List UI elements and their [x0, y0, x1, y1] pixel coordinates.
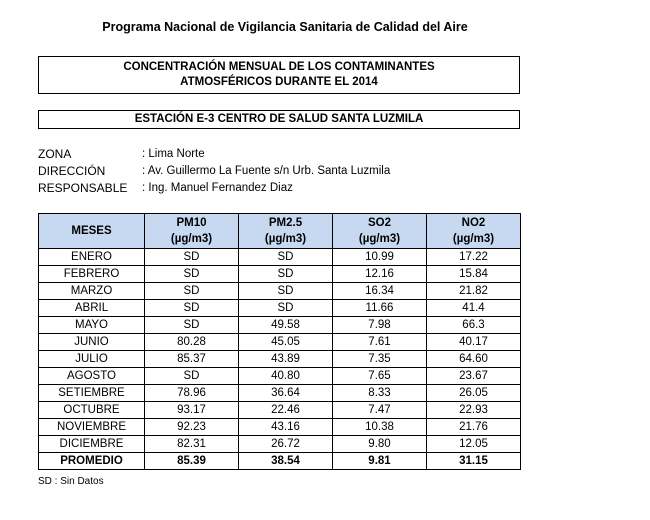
table-row — [39, 402, 521, 419]
pollutant-table — [38, 213, 521, 470]
value-cell: 9.80 — [333, 436, 427, 453]
value-cell: 16.34 — [333, 283, 427, 300]
value-cell: 21.76 — [427, 419, 521, 436]
info-row-responsable — [38, 180, 390, 197]
value-cell: 15.84 — [427, 266, 521, 283]
value-cell: 40.17 — [427, 334, 521, 351]
info-value: : Ing. Manuel Fernandez Diaz — [142, 182, 293, 194]
month-cell: SETIEMBRE — [39, 385, 145, 402]
value-cell: 82.31 — [145, 436, 239, 453]
value-cell: 49.58 — [239, 317, 333, 334]
info-value: : Lima Norte — [142, 148, 205, 160]
average-row — [39, 453, 521, 470]
value-cell: 43.89 — [239, 351, 333, 368]
value-cell: 7.98 — [333, 317, 427, 334]
month-cell: DICIEMBRE — [39, 436, 145, 453]
value-cell: 26.05 — [427, 385, 521, 402]
table-row — [39, 419, 521, 436]
month-cell: JULIO — [39, 351, 145, 368]
value-cell: 7.35 — [333, 351, 427, 368]
table-row — [39, 436, 521, 453]
header-so2: SO2 (µg/m3) — [333, 214, 427, 249]
header-meses: MESES — [39, 214, 145, 249]
value-cell: 12.16 — [333, 266, 427, 283]
value-cell: 7.61 — [333, 334, 427, 351]
value-cell: 12.05 — [427, 436, 521, 453]
value-cell: 9.81 — [333, 453, 427, 470]
report-title-box — [38, 56, 520, 94]
month-cell: ABRIL — [39, 300, 145, 317]
value-cell: SD — [145, 283, 239, 300]
info-label: DIRECCIÓN — [38, 164, 106, 178]
table-row — [39, 249, 521, 266]
value-cell: 41.4 — [427, 300, 521, 317]
value-cell: SD — [145, 317, 239, 334]
table-row — [39, 368, 521, 385]
table-row — [39, 317, 521, 334]
month-cell: NOVIEMBRE — [39, 419, 145, 436]
value-cell: SD — [145, 300, 239, 317]
value-cell: 11.66 — [333, 300, 427, 317]
info-label: RESPONSABLE — [38, 181, 128, 195]
table-row — [39, 266, 521, 283]
footnote: SD : Sin Datos — [38, 476, 104, 487]
value-cell: 78.96 — [145, 385, 239, 402]
info-row-zona — [38, 146, 390, 163]
value-cell: SD — [145, 266, 239, 283]
report-title-line1: CONCENTRACIÓN MENSUAL DE LOS CONTAMINANTES — [123, 61, 435, 73]
table-row — [39, 385, 521, 402]
station-info — [38, 146, 390, 197]
month-cell: ENERO — [39, 249, 145, 266]
month-cell: MARZO — [39, 283, 145, 300]
value-cell: 92.23 — [145, 419, 239, 436]
month-cell: PROMEDIO — [39, 453, 145, 470]
info-value: : Av. Guillermo La Fuente s/n Urb. Santa Luzmila — [142, 165, 391, 177]
info-row-direccion — [38, 163, 390, 180]
value-cell: 66.3 — [427, 317, 521, 334]
header-pm25: PM2.5 (µg/m3) — [239, 214, 333, 249]
value-cell: 23.67 — [427, 368, 521, 385]
value-cell: SD — [239, 283, 333, 300]
value-cell: 64.60 — [427, 351, 521, 368]
value-cell: 40.80 — [239, 368, 333, 385]
table-row — [39, 334, 521, 351]
table-row — [39, 351, 521, 368]
value-cell: SD — [239, 266, 333, 283]
value-cell: 31.15 — [427, 453, 521, 470]
value-cell: 85.39 — [145, 453, 239, 470]
value-cell: 17.22 — [427, 249, 521, 266]
month-cell: FEBRERO — [39, 266, 145, 283]
value-cell: 22.46 — [239, 402, 333, 419]
header-no2: NO2 (µg/m3) — [427, 214, 521, 249]
info-label: ZONA — [38, 147, 72, 161]
value-cell: 10.99 — [333, 249, 427, 266]
table-row — [39, 283, 521, 300]
value-cell: 80.28 — [145, 334, 239, 351]
value-cell: 22.93 — [427, 402, 521, 419]
header-pm10: PM10 (µg/m3) — [145, 214, 239, 249]
value-cell: 10.38 — [333, 419, 427, 436]
program-title: Programa Nacional de Vigilancia Sanitaria de Calidad del Aire — [102, 20, 468, 34]
table-body — [39, 249, 521, 470]
month-cell: MAYO — [39, 317, 145, 334]
station-title: ESTACIÓN E-3 CENTRO DE SALUD SANTA LUZMILA — [38, 110, 520, 129]
value-cell: 93.17 — [145, 402, 239, 419]
value-cell: 21.82 — [427, 283, 521, 300]
value-cell: 7.65 — [333, 368, 427, 385]
month-cell: OCTUBRE — [39, 402, 145, 419]
value-cell: SD — [239, 249, 333, 266]
month-cell: AGOSTO — [39, 368, 145, 385]
value-cell: 8.33 — [333, 385, 427, 402]
value-cell: 7.47 — [333, 402, 427, 419]
report-title-line2: ATMOSFÉRICOS DURANTE EL 2014 — [180, 76, 378, 88]
table-header-row — [39, 214, 521, 249]
value-cell: 38.54 — [239, 453, 333, 470]
value-cell: 45.05 — [239, 334, 333, 351]
value-cell: SD — [145, 368, 239, 385]
value-cell: 43.16 — [239, 419, 333, 436]
value-cell: 26.72 — [239, 436, 333, 453]
month-cell: JUNIO — [39, 334, 145, 351]
value-cell: SD — [239, 300, 333, 317]
value-cell: 85.37 — [145, 351, 239, 368]
value-cell: SD — [145, 249, 239, 266]
value-cell: 36.64 — [239, 385, 333, 402]
table-row — [39, 300, 521, 317]
